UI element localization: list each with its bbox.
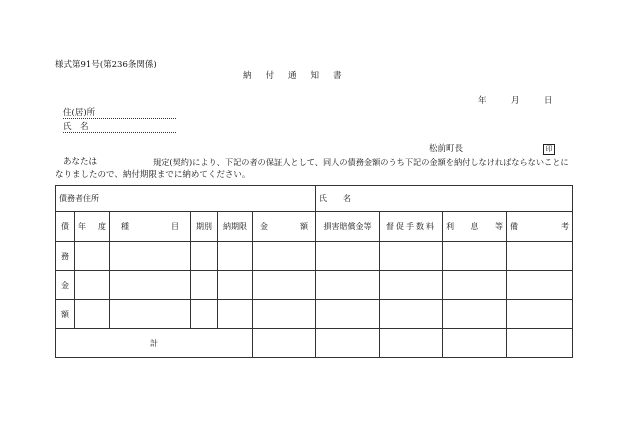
col-deadline: 納期限 [218,212,253,242]
debtor-name-cell [316,186,573,212]
name-label: 氏 名 [63,122,89,132]
date-year: 年 [478,96,487,106]
col-damages: 損害賠償金等 [316,212,380,242]
issuer-name: 松前町長 [429,144,464,154]
name-line [63,132,176,133]
debtor-name-label: 氏 名 [319,194,352,203]
form-reference: 様式第91号(第236条関係) [55,60,157,70]
body-line-1: 規定(契約)により、下記の者の保証人として、同人の債務金額のうち下記の金額を納付しなければならないことに [153,157,569,167]
side-label-4: 額 [56,300,75,329]
address-line [63,118,176,119]
total-row [56,329,573,358]
body-prefix: あなたは [63,157,98,167]
side-label-3: 金 [56,271,75,300]
col-fee: 督促手数料 [380,212,443,242]
seal-mark: 印 [543,144,555,155]
col-interest: 利 息 等 [443,212,507,242]
side-label-2: 務 [56,242,75,271]
debt-table [55,185,573,358]
col-year: 年 度 [75,212,110,242]
date-day: 日 [544,96,553,106]
debtor-address-cell [56,186,316,212]
table-row [56,300,573,329]
col-category: 種 目 [110,212,191,242]
date-month: 月 [511,96,520,106]
col-period: 期別 [191,212,218,242]
total-label: 計 [56,329,253,358]
table-row [56,271,573,300]
body-line-2: なりましたので、納付期限までに納めてください。 [55,170,251,180]
address-label: 住(居)所 [63,108,96,118]
col-amount: 金 額 [253,212,316,242]
document-title: 納付通知書 [243,71,356,81]
side-label-1: 債 [56,212,75,242]
table-row [56,242,573,271]
debtor-address-label: 債務者住所 [59,194,99,203]
col-remarks: 備 考 [507,212,573,242]
